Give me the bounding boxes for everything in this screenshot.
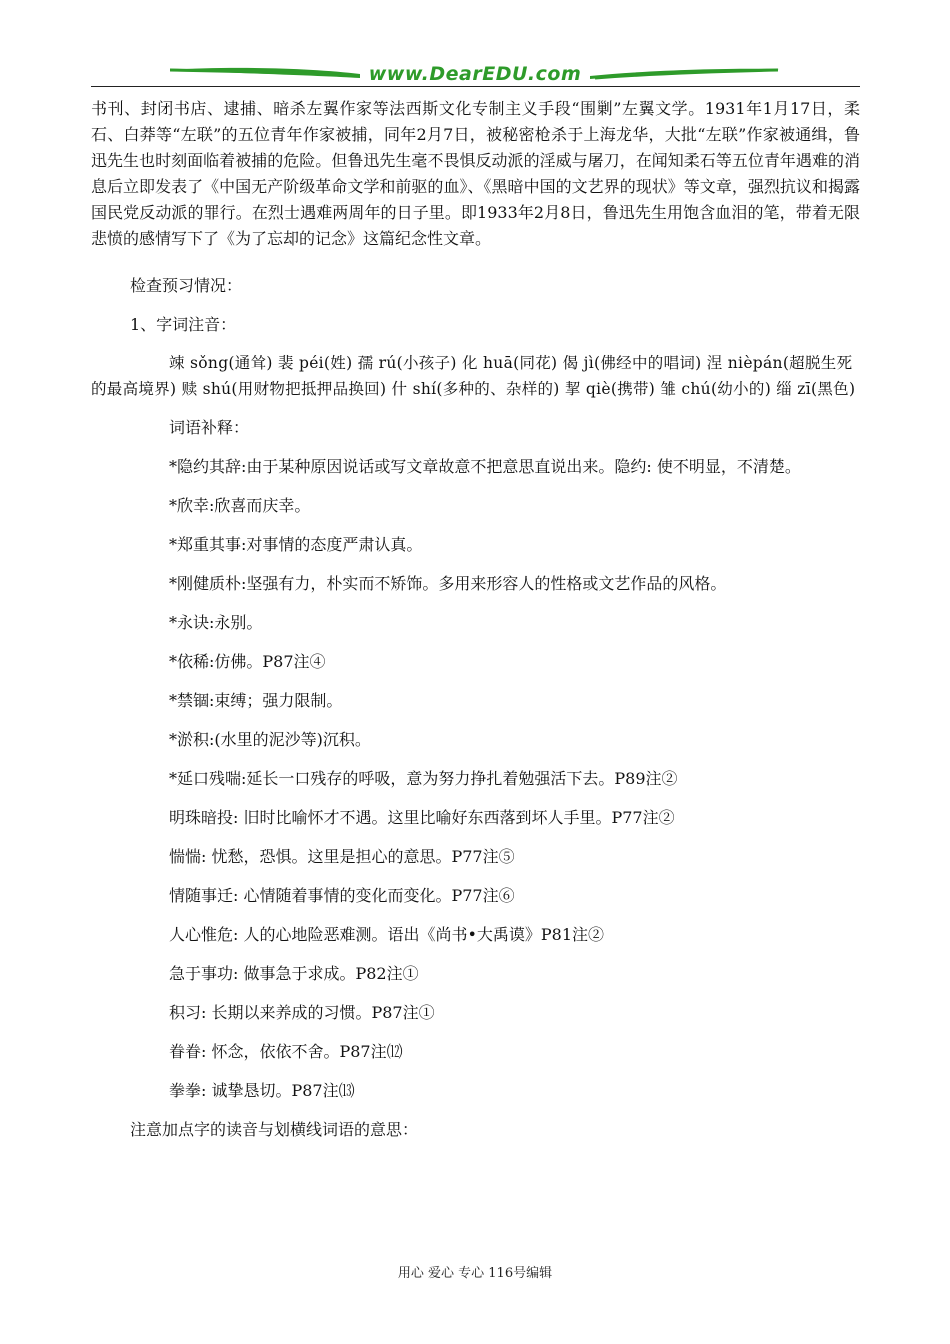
vocab-entry: *隐约其辞:由于某种原因说话或写文章故意不把意思直说出来。隐约: 使不明显，不清楚。	[169, 457, 801, 476]
intro-paragraph: 书刊、封闭书店、逮捕、暗杀左翼作家等法西斯文化专制主义手段“围剿”左翼文学。1931年1月17日，柔石、白莽等“左联”的五位青年作家被捕，同年2月7日，被秘密枪杀于上海龙华，大批“左联”作家被通缉，鲁迅先生也时刻面临着被捕的危险。但鲁迅先生毫不畏惧反动派的淫威与屠刀，在闻知柔石等五位青年遇难的消息后立即发表了《中国无产阶级革命文学和前驱的血》、《黑暗中国的文艺界的现状》等文章，强烈抗议和揭露国民党反动派的罪行。在烈士遇难两周年的日子里。即1933年2月8日，鲁迅先生用饱含血泪的笔，带着无限悲愤的感情写下了《为了忘却的记念》这篇纪念性文章。	[91, 99, 860, 248]
document-body	[91, 96, 860, 1143]
vocab-entry: 惴惴: 忧愁，恐惧。这里是担心的意思。P77注⑤	[169, 847, 515, 866]
section-heading-pinyin: 1、字词注音：	[130, 315, 237, 334]
page-footer: 用心 爱心 专心 116号编辑	[397, 1266, 553, 1281]
vocab-entry: *永诀:永别。	[169, 613, 263, 632]
vocab-entry: 明珠暗投: 旧时比喻怀才不遇。这里比喻好东西落到坏人手里。P77注②	[169, 808, 675, 827]
vocab-entry: *郑重其事:对事情的态度严肃认真。	[169, 535, 423, 554]
vocab-entry: 积习: 长期以来养成的习惯。P87注①	[169, 1003, 435, 1022]
vocab-entry: *禁锢:束缚；强力限制。	[169, 691, 343, 710]
vocab-entry: 人心惟危: 人的心地险恶难测。语出《尚书•大禹谟》P81注②	[169, 925, 605, 944]
page-header	[0, 0, 950, 96]
pinyin-list: 竦 sǒng(通耸) 裴 péi(姓) 孺 rú(小孩子) 化 huā(同花) 偈 jì(佛经中的唱词) 涅 nièpán(超脱生死的最高境界) 赎 shú(用财物把抵押品换回) 什 shí(多种的、杂样的) 挈 qiè(携带) 雏 chú(幼小的) 缁 zī(黑色)	[91, 354, 856, 398]
vocab-entry: *延口残喘:延长一口残存的呼吸，意为努力挣扎着勉强活下去。P89注②	[169, 769, 678, 788]
site-logo: www.DearEDU.com	[368, 63, 582, 85]
vocab-entries	[91, 454, 860, 1104]
vocab-entry: 拳拳: 诚挚恳切。P87注⒀	[169, 1081, 355, 1100]
vocab-entry: 情随事迁: 心情随着事情的变化而变化。P77注⑥	[169, 886, 515, 905]
vocab-entry: *刚健质朴:坚强有力，朴实而不矫饰。多用来形容人的性格或文艺作品的风格。	[169, 574, 727, 593]
header-divider	[91, 86, 860, 87]
vocab-entry: 急于事功: 做事急于求成。P82注①	[169, 964, 419, 983]
closing-line: 注意加点字的读音与划横线词语的意思：	[130, 1120, 419, 1139]
preview-heading: 检查预习情况：	[130, 276, 243, 295]
vocab-entry: *依稀:仿佛。P87注④	[169, 652, 326, 671]
vocab-entry: 眷眷: 怀念，依依不舍。P87注⑿	[169, 1042, 403, 1061]
vocab-entry: *淤积:(水里的泥沙等)沉积。	[169, 730, 371, 749]
vocab-heading: 词语补释：	[169, 418, 250, 437]
vocab-entry: *欣幸:欣喜而庆幸。	[169, 496, 311, 515]
